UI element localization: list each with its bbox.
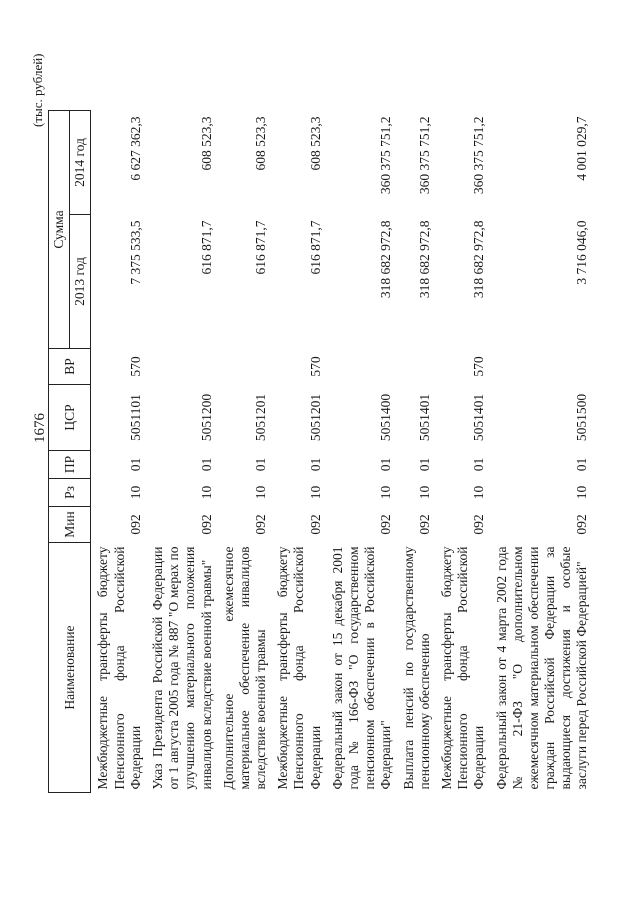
row-min: 092: [253, 514, 269, 535]
row-name: Федеральный закон от 15 декабря 2001 года № 166-ФЗ "О государственном пенсионном обеспечении в Российской Федерации": [329, 546, 394, 790]
row-pr: 01: [574, 457, 590, 472]
header-2014: 2014 год: [70, 111, 91, 215]
row-rz: 10: [307, 485, 323, 500]
row-pr: 01: [198, 457, 214, 472]
row-min: 092: [127, 514, 143, 535]
table-row: [271, 111, 326, 793]
header-csr: ЦСР: [49, 385, 91, 451]
header-name: Наименование: [49, 543, 91, 793]
row-2013: 318 682 972,8: [378, 220, 394, 299]
table-row: [435, 111, 490, 793]
row-min: 092: [307, 514, 323, 535]
row-vr: [490, 349, 593, 385]
table-row: [397, 111, 435, 793]
table-row: [490, 111, 593, 793]
row-pr: 01: [127, 457, 143, 472]
row-vr: [146, 349, 217, 385]
row-csr: 5051201: [307, 393, 323, 442]
row-2014: 608 523,3: [198, 116, 214, 171]
row-csr: 5051400: [378, 393, 394, 442]
row-rz: 10: [198, 485, 214, 500]
header-vr: ВР: [49, 349, 91, 385]
row-rz: 10: [471, 485, 487, 500]
row-name: Дополнительное ежемесячное материальное обеспечение инвалидов вследствие военной травмы: [220, 546, 269, 790]
row-name: Выплата пенсий по государственному пенсионному обеспечению: [400, 546, 432, 790]
row-name: Указ Президента Российской Федерации от 1 августа 2005 года № 887 "О мерах по улучшению материального положения инвалидов вследствие военной травмы": [149, 546, 214, 790]
row-rz: 10: [378, 485, 394, 500]
row-pr: 01: [378, 457, 394, 472]
row-2013: 3 716 046,0: [574, 220, 590, 285]
row-2013: 616 871,7: [198, 220, 214, 275]
row-2013: 616 871,7: [253, 220, 269, 275]
row-min: 092: [378, 514, 394, 535]
row-vr: 570: [471, 356, 487, 377]
row-rz: 10: [574, 485, 590, 500]
row-2014: 360 375 751,2: [471, 116, 487, 195]
row-2014: 608 523,3: [307, 116, 323, 171]
row-2013: 318 682 972,8: [416, 220, 432, 299]
row-2013: 616 871,7: [307, 220, 323, 275]
row-vr: 570: [307, 356, 323, 377]
row-csr: 5051401: [416, 393, 432, 442]
row-rz: 10: [127, 485, 143, 500]
row-vr: 570: [127, 356, 143, 377]
row-2014: 608 523,3: [253, 116, 269, 171]
table-row: [326, 111, 397, 793]
row-2014: 4 001 029,7: [574, 116, 590, 181]
header-sum: Сумма: [49, 111, 70, 349]
row-name: Межбюджетные трансферты бюджету Пенсионного фонда Российской Федерации: [438, 546, 487, 790]
row-min: 092: [471, 514, 487, 535]
table-row: [91, 111, 146, 793]
row-2013: 318 682 972,8: [471, 220, 487, 299]
units-note: (тыс. рублей): [30, 53, 45, 127]
row-csr: 5051101: [127, 394, 143, 441]
row-name: Межбюджетные трансферты бюджету Пенсионного фонда Российской Федерации: [275, 546, 323, 790]
row-csr: 5051200: [198, 393, 214, 442]
table-row: [146, 111, 217, 793]
header-pr: ПР: [49, 451, 91, 479]
header-rz: Рз: [49, 479, 91, 507]
header-min: Мин: [49, 507, 91, 543]
row-2014: 6 627 362,3: [127, 116, 143, 181]
row-2014: 360 375 751,2: [416, 116, 432, 195]
row-rz: 10: [416, 485, 432, 500]
row-pr: 01: [253, 457, 269, 472]
row-pr: 01: [471, 457, 487, 472]
budget-table: [48, 110, 593, 793]
page-number: 1676: [32, 413, 48, 443]
row-vr: [326, 349, 397, 385]
row-2014: 360 375 751,2: [378, 116, 394, 195]
row-csr: 5051201: [253, 393, 269, 442]
row-vr: [397, 349, 435, 385]
row-name: Межбюджетные трансферты бюджету Пенсионного фонда Российской Федерации: [95, 546, 143, 790]
row-csr: 5051401: [471, 393, 487, 442]
row-rz: 10: [253, 485, 269, 500]
row-csr: 5051500: [574, 393, 590, 442]
table-row: [217, 111, 272, 793]
row-pr: 01: [416, 457, 432, 472]
row-min: 092: [416, 514, 432, 535]
row-pr: 01: [307, 457, 323, 472]
header-2013: 2013 год: [70, 215, 91, 349]
row-min: 092: [198, 514, 214, 535]
row-vr: [217, 349, 272, 385]
row-name: Федеральный закон от 4 марта 2002 года № 21-ФЗ "О дополнительном ежемесячном материальном обеспечении граждан Российской Федерации за выдающиеся достижения и особые заслуги перед Российской Федерацией": [493, 546, 590, 790]
row-min: 092: [574, 514, 590, 535]
row-2013: 7 375 533,5: [127, 220, 143, 285]
